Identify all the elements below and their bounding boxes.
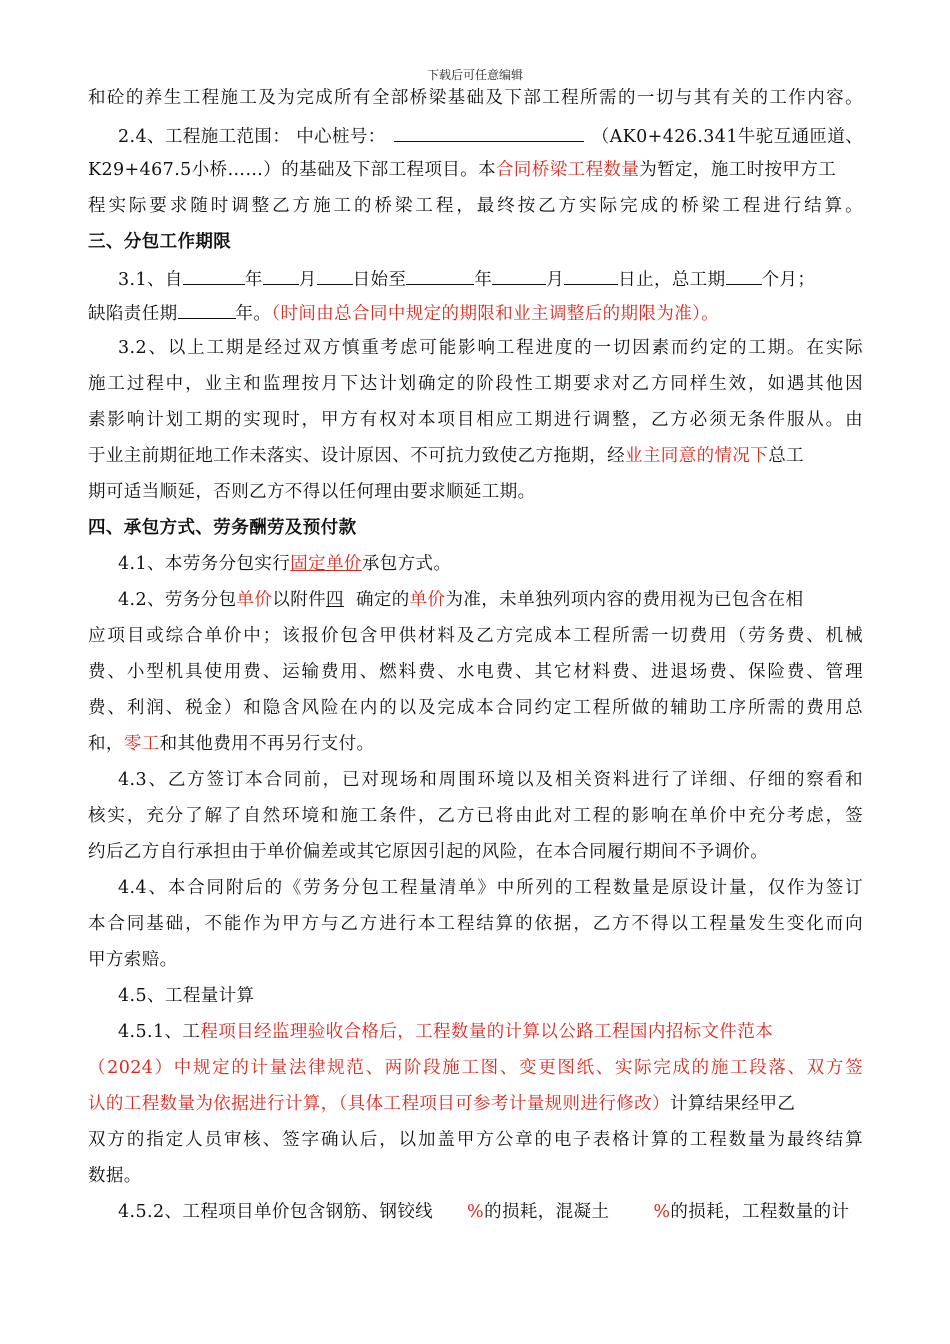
underlined-text: 四: [326, 590, 344, 610]
clause-text: （AK0+426.341牛驼互通匝道、: [591, 127, 864, 147]
clause-text: 总工: [768, 446, 805, 466]
clause-text: 的损耗，工程数量的计: [670, 1202, 850, 1222]
clause-text: 年: [474, 270, 493, 290]
highlighted-text: %: [653, 1202, 671, 1222]
blank-field: [406, 266, 474, 285]
highlighted-text: 零工: [123, 734, 160, 754]
clause-text: 以附件: [272, 590, 327, 610]
clause-text: 4.1、本劳务分包实行: [118, 554, 291, 574]
highlighted-text: 固定单价: [290, 554, 362, 574]
section-heading-4: 四、承包方式、劳务酬劳及预付款: [88, 518, 357, 538]
highlighted-text: 合同桥梁工程数量: [496, 160, 640, 180]
clause-text: 为暂定，施工时按甲方工: [639, 160, 837, 180]
clause-4-1: [118, 552, 451, 576]
highlighted-text: %: [467, 1202, 485, 1222]
clause-text: 日止，总工期: [618, 270, 726, 290]
blank-field: [317, 266, 353, 285]
clause-text: 于业主前期征地工作未落实、设计原因、不可抗力致使乙方拖期，经: [88, 446, 625, 466]
clause-3-1-line-2: [88, 300, 719, 326]
highlighted-text: 业主同意的情况下: [625, 446, 769, 466]
clause-text: 月: [546, 270, 565, 290]
clause-4-3-line-3: 约后乙方自行承担由于单价偏差或其它原因引起的风险，在本合同履行期间不予调价。: [88, 842, 769, 862]
clause-text: 计算结果经甲乙: [669, 1094, 796, 1114]
clause-4-3-line-2: 核实，充分了解了自然环境和施工条件，乙方已将由此对工程的影响在单价中充分考虑，签: [88, 806, 863, 826]
clause-4-4-line-2: 本合同基础，不能作为甲方与乙方进行本工程结算的依据，乙方不得以工程量发生变化而向: [88, 914, 863, 934]
clause-3-2-line-2: 施工过程中，业主和监理按月下达计划确定的阶段性工期要求对乙方同样生效，如遇其他因: [88, 374, 863, 394]
clause-text: 3.1、自: [118, 270, 183, 290]
blank-field: [263, 266, 299, 285]
clause-text: 确定的: [355, 590, 410, 610]
clause-4-4-line-1: 4.4、本合同附后的《劳务分包工程量清单》中所列的工程数量是原设计量，仅作为签订: [118, 878, 863, 898]
clause-4-3-line-1: 4.3、乙方签订本合同前，已对现场和周围环境以及相关资料进行了详细、仔细的察看和: [118, 770, 863, 790]
clause-text: 缺陷责任期: [88, 304, 178, 324]
highlighted-text: （时间由总合同中规定的期限和业主调整后的期限为准）。: [271, 304, 720, 324]
clause-text: 个月；: [761, 270, 816, 290]
clause-2-4-line-2: [88, 158, 836, 182]
clause-text: 承包方式。: [361, 554, 452, 574]
clause-4-2-line-4: 费、利润、税金）和隐含风险在内的以及完成本合同约定工程所做的辅助工序所需的费用总: [88, 698, 863, 718]
clause-text: 年: [244, 270, 263, 290]
clause-text: 的损耗，混凝土: [484, 1202, 610, 1222]
clause-4-2-line-5: [88, 732, 374, 756]
clause-2-4-line-1: [118, 123, 863, 149]
clause-text: 为准，未单独列项内容的费用视为已包含在相: [445, 590, 804, 610]
clause-4-5-1-line-2: （2024）中规定的计量法律规范、两阶段施工图、变更图纸、实际完成的施工段落、双方签: [88, 1058, 863, 1078]
section-heading-3: 三、分包工作期限: [88, 232, 232, 252]
paragraph-line: 和砼的养生工程施工及为完成所有全部桥梁基础及下部工程所需的一切与其有关的工作内容。: [88, 88, 863, 108]
clause-3-2-line-4: [88, 444, 804, 468]
blank-field: [726, 266, 762, 285]
clause-text: K29+467.5小桥……）的基础及下部工程项目。本: [88, 160, 497, 180]
clause-4-5-1-line-3: [88, 1092, 795, 1116]
clause-4-5-2-line-1: [118, 1200, 849, 1224]
clause-3-2-line-5: 期可适当顺延，否则乙方不得以任何理由要求顺延工期。: [88, 482, 536, 502]
clause-2-4-line-3: 程实际要求随时调整乙方施工的桥梁工程，最终按乙方实际完成的桥梁工程进行结算。: [88, 196, 863, 216]
highlighted-text: 认的工程数量为依据进行计算，（具体工程项目可参考计量规则进行修改）: [88, 1094, 670, 1114]
clause-4-2-line-2: 应项目或综合单价中；该报价包含甲供材料及乙方完成本工程所需一切费用（劳务费、机械: [88, 626, 863, 646]
clause-text: 4.5.1、工: [118, 1022, 201, 1042]
blank-field: [564, 266, 618, 285]
clause-text: 日始至: [352, 270, 407, 290]
highlighted-text: 程项目经监理验收合格后，工程数量的计算以公路工程国内招标文件范本: [200, 1022, 774, 1042]
clause-text: 年。: [235, 304, 272, 324]
blank-field: [492, 266, 546, 285]
clause-4-5-heading: 4.5、工程量计算: [118, 986, 255, 1006]
clause-text: 和，: [88, 734, 124, 754]
clause-text: 和其他费用不再另行支付。: [159, 734, 375, 754]
clause-3-1-line-1: [118, 266, 815, 292]
clause-text: 2.4、工程施工范围： 中心桩号：: [118, 127, 386, 147]
page-header: 下载后可任意编辑: [426, 68, 523, 82]
clause-3-2-line-3: 素影响计划工期的实现时，甲方有权对本项目相应工期进行调整，乙方必须无条件服从。由: [88, 410, 863, 430]
clause-text: 4.5.2、工程项目单价包含钢筋、钢铰线: [118, 1202, 434, 1222]
clause-3-2-line-1: 3.2、以上工期是经过双方慎重考虑可能影响工程进度的一切因素而约定的工期。在实际: [118, 338, 863, 358]
clause-4-5-1-line-5: 数据。: [88, 1166, 142, 1186]
clause-text: 月: [298, 270, 317, 290]
clause-4-5-1-line-4: 双方的指定人员审核、签字确认后，以加盖甲方公章的电子表格计算的工程数量为最终结算: [88, 1130, 863, 1150]
clause-4-5-1-line-1: [118, 1020, 773, 1044]
highlighted-text: 单价: [409, 590, 446, 610]
blank-field: [183, 266, 245, 285]
blank-field: [178, 300, 236, 319]
clause-4-2-line-3: 费、小型机具使用费、运输费用、燃料费、水电费、其它材料费、进退场费、保险费、管理: [88, 662, 863, 682]
clause-4-4-line-3: 甲方索赔。: [88, 950, 178, 970]
blank-field: [394, 123, 584, 142]
highlighted-text: 单价: [236, 590, 273, 610]
clause-4-2-line-1: [118, 588, 803, 612]
clause-text: 4.2、劳务分包: [118, 590, 237, 610]
